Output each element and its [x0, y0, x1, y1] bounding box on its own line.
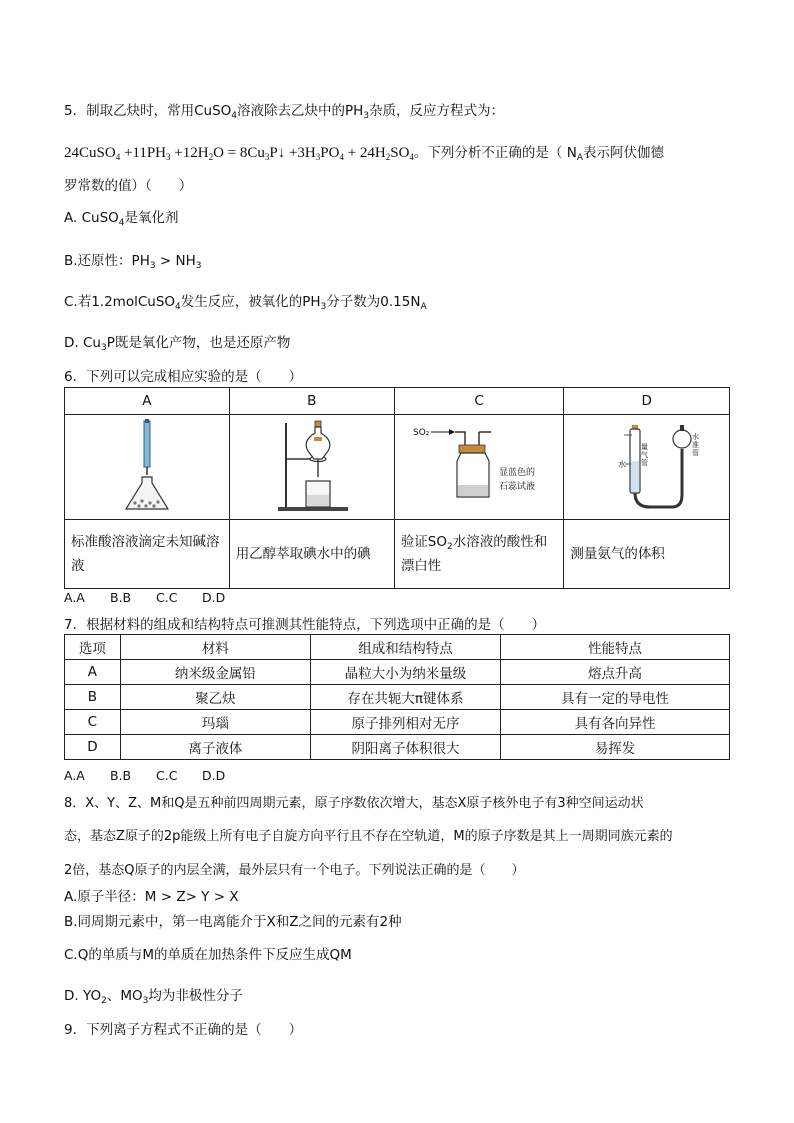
- q7-header-structure: 组成和结构特点: [310, 635, 500, 660]
- q6-header-c: C: [394, 388, 564, 415]
- svg-text:水: 水: [617, 460, 626, 469]
- table-row: A 纳米级金属铅 晶粒大小为纳米量级 熔点升高: [65, 660, 730, 685]
- q6-header-row: [65, 388, 730, 415]
- q7-answer-b[interactable]: B.B: [110, 768, 132, 783]
- q8-stem-line3: 2倍，基态Q原子的内层全满，最外层只有一个电子。下列说法正确的是（ ）: [64, 863, 525, 878]
- q5-option-a: A. CuSO$_4$是氧化剂: [64, 210, 179, 228]
- q5-stem: 5．制取乙炔时，常用CuSO$_4$溶液除去乙炔中的$PH_3$杂质，反应方程式为：: [64, 103, 505, 121]
- table-row: B 聚乙炔 存在共轭大π键体系 具有一定的导电性: [65, 685, 730, 710]
- q5-stem-line3: 罗常数的值）（ ）: [64, 178, 193, 194]
- titration-flask-icon: [102, 415, 192, 515]
- q6-cell-c: 验证$SO_2$水溶液的酸性和漂白性: [394, 520, 564, 589]
- q6-image-a: [65, 415, 230, 520]
- q5-equation: 24CuSO$_4$ $+11PH_3 +12H_2O$ = $8Cu_3P↓ +3H_3PO_4 + 24H_2SO_4$。下列分析不正确的是（ $N_A$表示阿伏伽德: [64, 145, 664, 163]
- q5-option-d: D. $Cu_3P$既是氧化产物，也是还原产物: [64, 335, 291, 353]
- q7-answer-d[interactable]: D.D: [202, 768, 226, 783]
- q6-image-row: [65, 415, 730, 520]
- q6-answer-options: [64, 590, 248, 605]
- q6-image-b: [229, 415, 394, 520]
- svg-text:管: 管: [640, 459, 648, 467]
- svg-text:管: 管: [691, 449, 699, 457]
- svg-text:气: 气: [640, 451, 648, 459]
- q7-answer-a[interactable]: A.A: [64, 768, 85, 783]
- gas-measuring-tube-icon: [592, 415, 702, 515]
- q7-table: [64, 634, 730, 760]
- q5-option-b: B.还原性：$PH_3 > NH_3$: [64, 253, 202, 271]
- q8-option-b: B.同周期元素中，第一电离能介于X和Z之间的元素有2种: [64, 914, 402, 930]
- q9-stem: 9．下列离子方程式不正确的是（ ）: [64, 1022, 303, 1038]
- table-row: C 玛瑙 原子排列相对无序 具有各向异性: [65, 710, 730, 735]
- separatory-funnel-icon: [262, 415, 362, 515]
- q6-cell-d: 测量氨气的体积: [564, 520, 730, 589]
- q8-option-d: D. $YO_2$、$MO_3$均为非极性分子: [64, 988, 243, 1006]
- q7-stem: 7．根据材料的组成和结构特点可推测其性能特点，下列选项中正确的是（ ）: [64, 617, 546, 633]
- q6-answer-b[interactable]: B.B: [110, 590, 132, 605]
- svg-text:量: 量: [640, 443, 648, 451]
- svg-text:水: 水: [691, 433, 699, 441]
- q6-cell-b: 用乙醇萃取碘水中的碘: [229, 520, 394, 589]
- q5-option-c: C.若1.2molCuSO$_4$发生反应，被氧化的$PH_3$分子数为$0.15N_A$: [64, 294, 427, 312]
- q6-header-a: A: [65, 388, 230, 415]
- q7-header-property: 性能特点: [501, 635, 730, 660]
- svg-text:准: 准: [691, 441, 699, 449]
- q8-option-a: A.原子半径：M > Z> Y > X: [64, 889, 239, 905]
- q8-stem-line1: 8．X、Y、Z、M和Q是五种前四周期元素，原子序数依次增大，基态X原子核外电子有3种空间运动状: [64, 796, 644, 811]
- q6-image-d: [564, 415, 730, 520]
- q8-stem-line2: 态，基态Z原子的2p能级上所有电子自旋方向平行且不存在空轨道，M的原子序数是其上一周期同族元素的: [64, 829, 673, 844]
- q7-answer-c[interactable]: C.C: [156, 768, 178, 783]
- svg-text:显蓝色的: 显蓝色的: [499, 468, 536, 478]
- q6-header-b: B: [229, 388, 394, 415]
- q6-image-c: [394, 415, 564, 520]
- q7-answer-options: [64, 768, 248, 783]
- svg-text:SO₂: SO₂: [413, 428, 430, 438]
- q6-cell-a: 标准酸溶液滴定未知碱溶液: [65, 520, 230, 589]
- q7-header-material: 材料: [120, 635, 310, 660]
- q6-answer-d[interactable]: D.D: [202, 590, 226, 605]
- q6-text-row: [65, 520, 730, 589]
- q6-table: [64, 387, 730, 589]
- svg-text:石蕊试液: 石蕊试液: [499, 482, 536, 492]
- q6-answer-c[interactable]: C.C: [156, 590, 178, 605]
- q8-option-c: C.Q的单质与M的单质在加热条件下反应生成QM: [64, 947, 352, 963]
- q7-header-option: 选项: [65, 635, 121, 660]
- q6-stem: 6．下列可以完成相应实验的是（ ）: [64, 369, 303, 385]
- gas-washing-bottle-icon: [399, 415, 559, 515]
- q6-answer-a[interactable]: A.A: [64, 590, 85, 605]
- q6-header-d: D: [564, 388, 730, 415]
- table-row: D 离子液体 阴阳离子体积很大 易挥发: [65, 735, 730, 760]
- q7-header-row: [65, 635, 730, 660]
